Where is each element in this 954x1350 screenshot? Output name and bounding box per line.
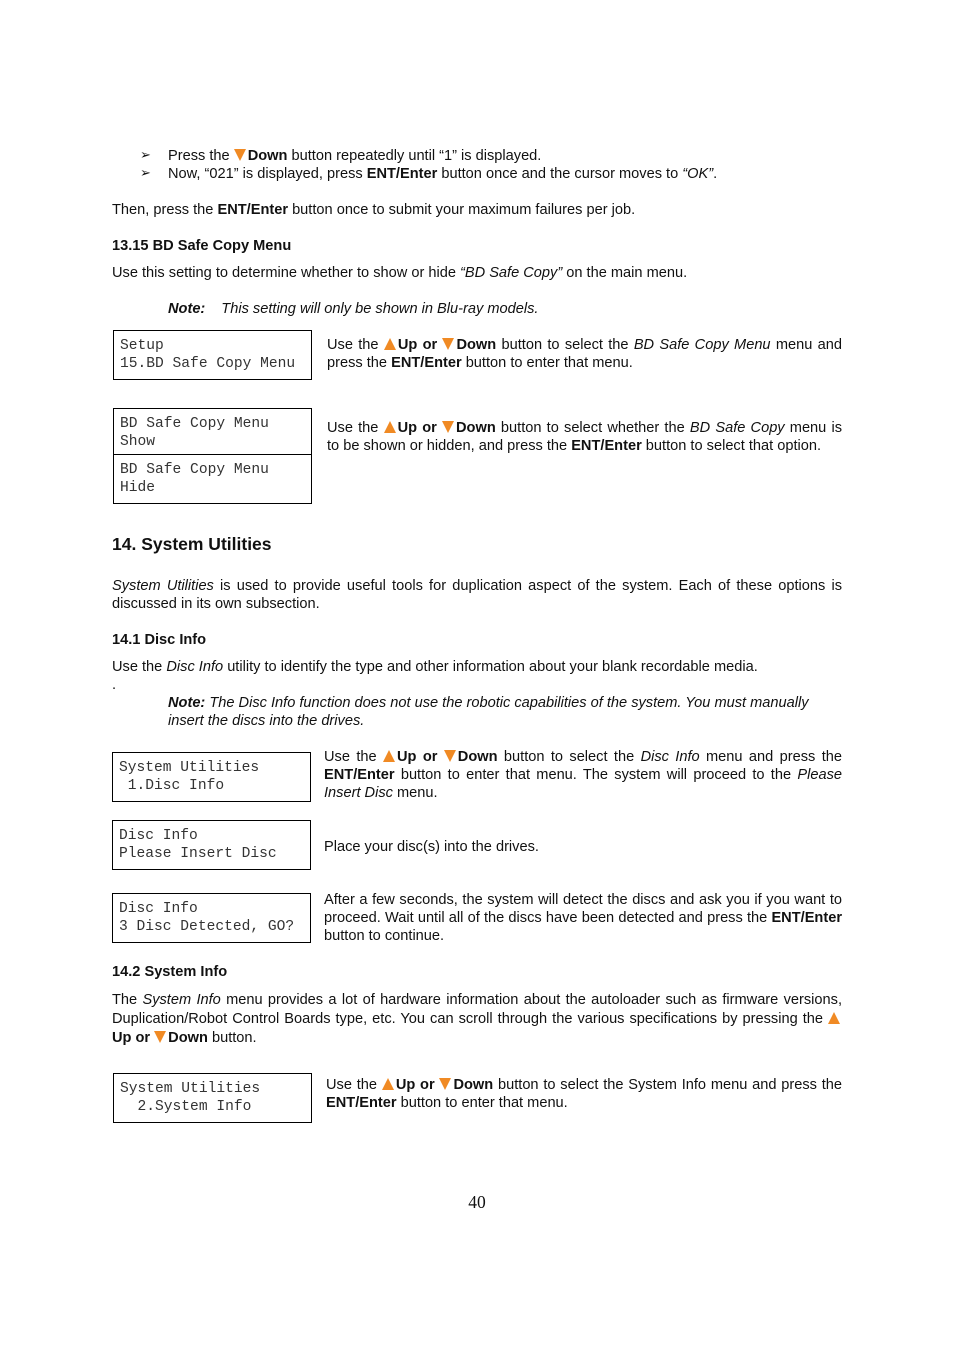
bullet-item: Press the Down button repeatedly until “1” is displayed. xyxy=(168,148,542,164)
up-arrow-icon xyxy=(384,338,396,350)
up-arrow-icon xyxy=(384,421,396,433)
paragraph: Use the Disc Info utility to identify the type and other information about your blank recordable media. xyxy=(112,659,758,675)
bullet-arrow-icon: ➢ xyxy=(140,148,151,163)
section-heading: 14.2 System Info xyxy=(112,964,228,980)
lcd-option-show: BD Safe Copy Menu Show xyxy=(114,409,311,455)
down-arrow-icon xyxy=(444,750,456,762)
lcd-description: After a few seconds, the system will detect the discs and ask you if you want to proceed. Wait until all of the discs have been detected and press the ENT/Enter button to continue. xyxy=(324,892,842,944)
note: Note: The Disc Info function does not use the robotic capabilities of the system. You must manually insert the discs into the drives. xyxy=(168,695,809,729)
lcd-display-group xyxy=(113,408,312,504)
paragraph: Then, press the ENT/Enter button once to submit your maximum failures per job. xyxy=(112,202,636,218)
stray-dot: . xyxy=(112,677,117,693)
lcd-description: Place your disc(s) into the drives. xyxy=(324,839,539,855)
lcd-description: Use the Up or Down button to select whether the BD Safe Copy menu is to be shown or hidden, and press the ENT/Enter button to select that option. xyxy=(327,420,843,454)
lcd-display: Disc Info 3 Disc Detected, GO? xyxy=(112,893,311,943)
up-arrow-icon xyxy=(828,1012,840,1024)
up-arrow-icon xyxy=(383,750,395,762)
down-arrow-icon xyxy=(234,149,246,161)
down-arrow-icon xyxy=(442,421,454,433)
lcd-description: Use the Up or Down button to select the BD Safe Copy Menu menu and press the ENT/Enter button to enter that menu. xyxy=(327,337,842,371)
section-heading: 13.15 BD Safe Copy Menu xyxy=(112,238,292,254)
paragraph: System Utilities is used to provide useful tools for duplication aspect of the system. Each of these options is discussed in its own subsection. xyxy=(112,578,842,612)
bullet-item: Now, “021” is displayed, press ENT/Enter button once and the cursor moves to “OK”. xyxy=(168,166,718,182)
lcd-display: Setup 15.BD Safe Copy Menu xyxy=(113,330,312,380)
down-arrow-icon xyxy=(154,1031,166,1043)
note: Note: This setting will only be shown in Blu-ray models. xyxy=(168,301,539,317)
bullet-arrow-icon: ➢ xyxy=(140,166,151,181)
down-arrow-icon xyxy=(439,1078,451,1090)
lcd-description: Use the Up or Down button to select the System Info menu and press the ENT/Enter button to enter that menu. xyxy=(326,1077,843,1111)
lcd-display: Disc Info Please Insert Disc xyxy=(112,820,311,870)
page-number: 40 xyxy=(468,1192,486,1212)
chapter-heading: 14. System Utilities xyxy=(112,534,272,554)
lcd-option-hide: BD Safe Copy Menu Hide xyxy=(120,462,269,496)
paragraph: The System Info menu provides a lot of hardware information about the autoloader such as firmware versions, Duplication/Robot Control Boards type, etc. You can scroll through the various specifications by pressing the Up or Down button. xyxy=(112,992,842,1046)
lcd-display: System Utilities 1.Disc Info xyxy=(112,752,311,802)
paragraph: Use this setting to determine whether to show or hide “BD Safe Copy” on the main menu. xyxy=(112,265,688,281)
down-arrow-icon xyxy=(442,338,454,350)
up-arrow-icon xyxy=(382,1078,394,1090)
lcd-description: Use the Up or Down button to select the Disc Info menu and press the ENT/Enter button to enter that menu. The system will proceed to the Please Insert Disc menu. xyxy=(324,749,842,801)
section-heading: 14.1 Disc Info xyxy=(112,632,207,648)
lcd-display: System Utilities 2.System Info xyxy=(113,1073,312,1123)
